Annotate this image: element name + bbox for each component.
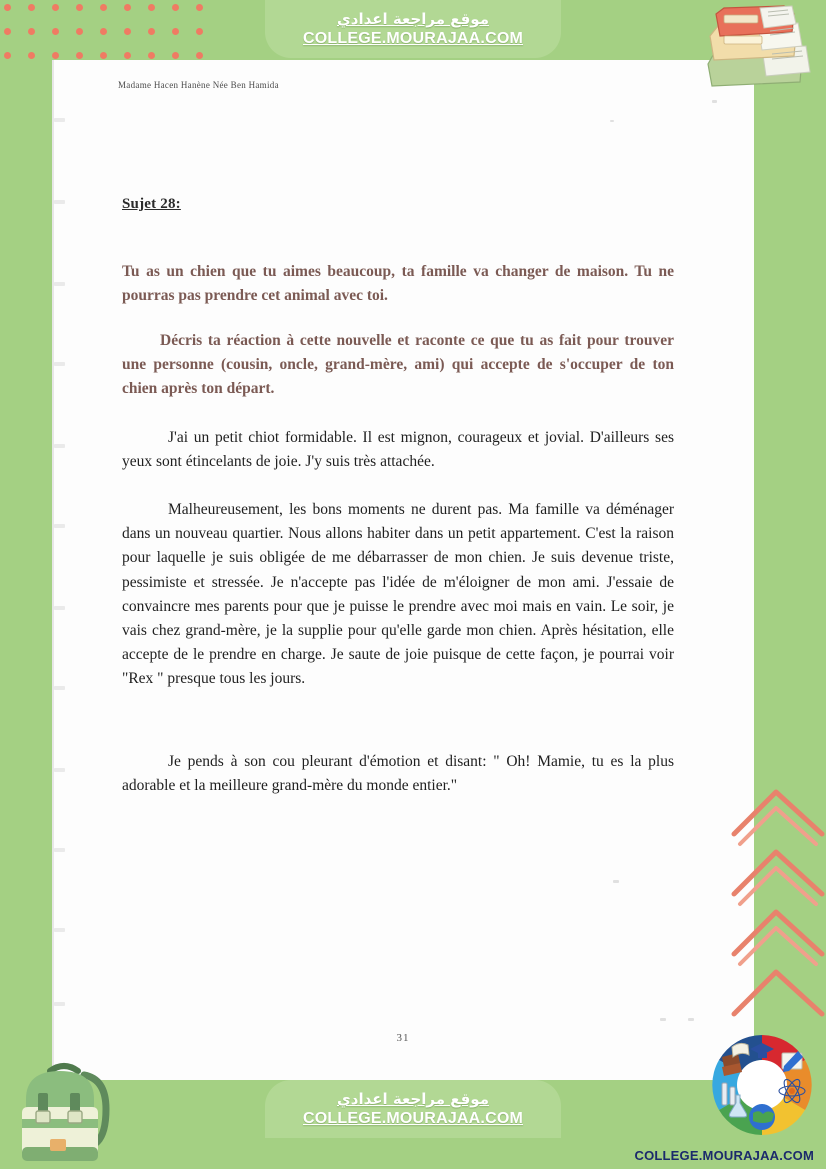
- punch-hole: [54, 928, 65, 932]
- scan-speck: [610, 120, 614, 122]
- body-paragraph-1: [122, 426, 674, 474]
- scan-speck: [688, 1018, 694, 1021]
- dot: [4, 28, 11, 35]
- dot: [76, 52, 83, 59]
- footer-banner: [265, 1080, 561, 1138]
- school-backpack-icon: [6, 1059, 122, 1163]
- punch-hole: [54, 362, 65, 366]
- binder-strip: [0, 60, 52, 1080]
- header-banner-url[interactable]: COLLEGE.MOURAJAA.COM: [303, 30, 523, 47]
- footer-banner-url[interactable]: COLLEGE.MOURAJAA.COM: [303, 1110, 523, 1127]
- dot: [172, 4, 179, 11]
- dot: [4, 52, 11, 59]
- dot: [100, 28, 107, 35]
- dot: [124, 4, 131, 11]
- dot: [28, 28, 35, 35]
- punch-hole: [54, 606, 65, 610]
- punch-hole: [54, 686, 65, 690]
- header-banner: [265, 0, 561, 58]
- punch-hole: [54, 524, 65, 528]
- prompt-line-2: Décris ta réaction à cette nouvelle et raconte ce que tu as fait pour trouver une personne (cousin, oncle, grand-mère, ami) qui accepte de s'occuper de ton chien après ton départ.: [122, 332, 674, 397]
- footer-watermark: COLLEGE.MOURAJAA.COM: [634, 1148, 814, 1163]
- paper-edge-line: [52, 60, 54, 1080]
- punch-hole: [54, 768, 65, 772]
- paragraph-text: Malheureusement, les bons moments ne durent pas. Ma famille va déménager dans un nouveau quartier. Nous allons habiter dans un petit appartement. C'est la raison pour laquelle je suis obligée de me débarrasser de mon chien. Je suis devenue triste, pessimiste et stressée. Je n'accepte pas l'idée de m'éloigner de mon ami. J'essaie de convaincre mes parents pour que je puisse le prendre avec moi mais en vain. Le soir, je vais chez grand-mère, je la supplie pour qu'elle garde mon chien. Après hésitation, elle accepte de le prendre en charge. Je saute de joie puisque de cette façon, je pourrai voir "Rex " presque tous les jours.: [122, 501, 674, 688]
- dot: [172, 52, 179, 59]
- dot: [196, 52, 203, 59]
- scan-speck: [660, 1018, 666, 1021]
- prompt-block: [122, 260, 674, 401]
- scan-speck: [613, 880, 619, 883]
- dot: [28, 4, 35, 11]
- dot: [100, 52, 107, 59]
- dot: [172, 28, 179, 35]
- dot: [76, 4, 83, 11]
- chevron-up-decoration: [730, 788, 826, 1020]
- punch-hole: [54, 1002, 65, 1006]
- dot: [196, 4, 203, 11]
- footer-banner-arabic: موقع مراجعة اعدادي: [337, 1090, 489, 1108]
- dot: [28, 52, 35, 59]
- page-number: 31: [396, 1032, 410, 1044]
- dot: [52, 28, 59, 35]
- punch-hole: [54, 118, 65, 122]
- subject-heading: Sujet 28:: [122, 196, 181, 212]
- school-subjects-wheel-icon: [706, 1029, 818, 1141]
- punch-hole: [54, 444, 65, 448]
- dot: [52, 52, 59, 59]
- dot: [76, 28, 83, 35]
- stack-of-books-icon: [698, 4, 824, 96]
- dot: [124, 28, 131, 35]
- punch-hole: [54, 848, 65, 852]
- scan-speck: [712, 100, 717, 103]
- punch-hole: [54, 282, 65, 286]
- punch-hole: [54, 200, 65, 204]
- dot: [52, 4, 59, 11]
- document-content: [52, 60, 754, 1080]
- dot: [148, 28, 155, 35]
- dot: [196, 28, 203, 35]
- prompt-line-1: Tu as un chien que tu aimes beaucoup, ta famille va changer de maison. Tu ne pourras pas prendre cet animal avec toi.: [122, 263, 674, 304]
- dot: [100, 4, 107, 11]
- header-banner-arabic: موقع مراجعة اعدادي: [337, 10, 489, 28]
- author-line: Madame Hacen Hanène Née Ben Hamida: [118, 80, 279, 90]
- body-paragraph-3: [122, 750, 674, 798]
- paragraph-text: J'ai un petit chiot formidable. Il est mignon, courageux et jovial. D'ailleurs ses yeux sont étincelants de joie. J'y suis très attachée.: [122, 429, 674, 471]
- dot: [124, 52, 131, 59]
- dot: [148, 52, 155, 59]
- dot: [148, 4, 155, 11]
- body-paragraph-2: [122, 498, 674, 692]
- paragraph-text: Je pends à son cou pleurant d'émotion et disant: " Oh! Mamie, tu es la plus adorable et la meilleure grand-mère du monde entier.": [122, 753, 674, 795]
- dot: [4, 4, 11, 11]
